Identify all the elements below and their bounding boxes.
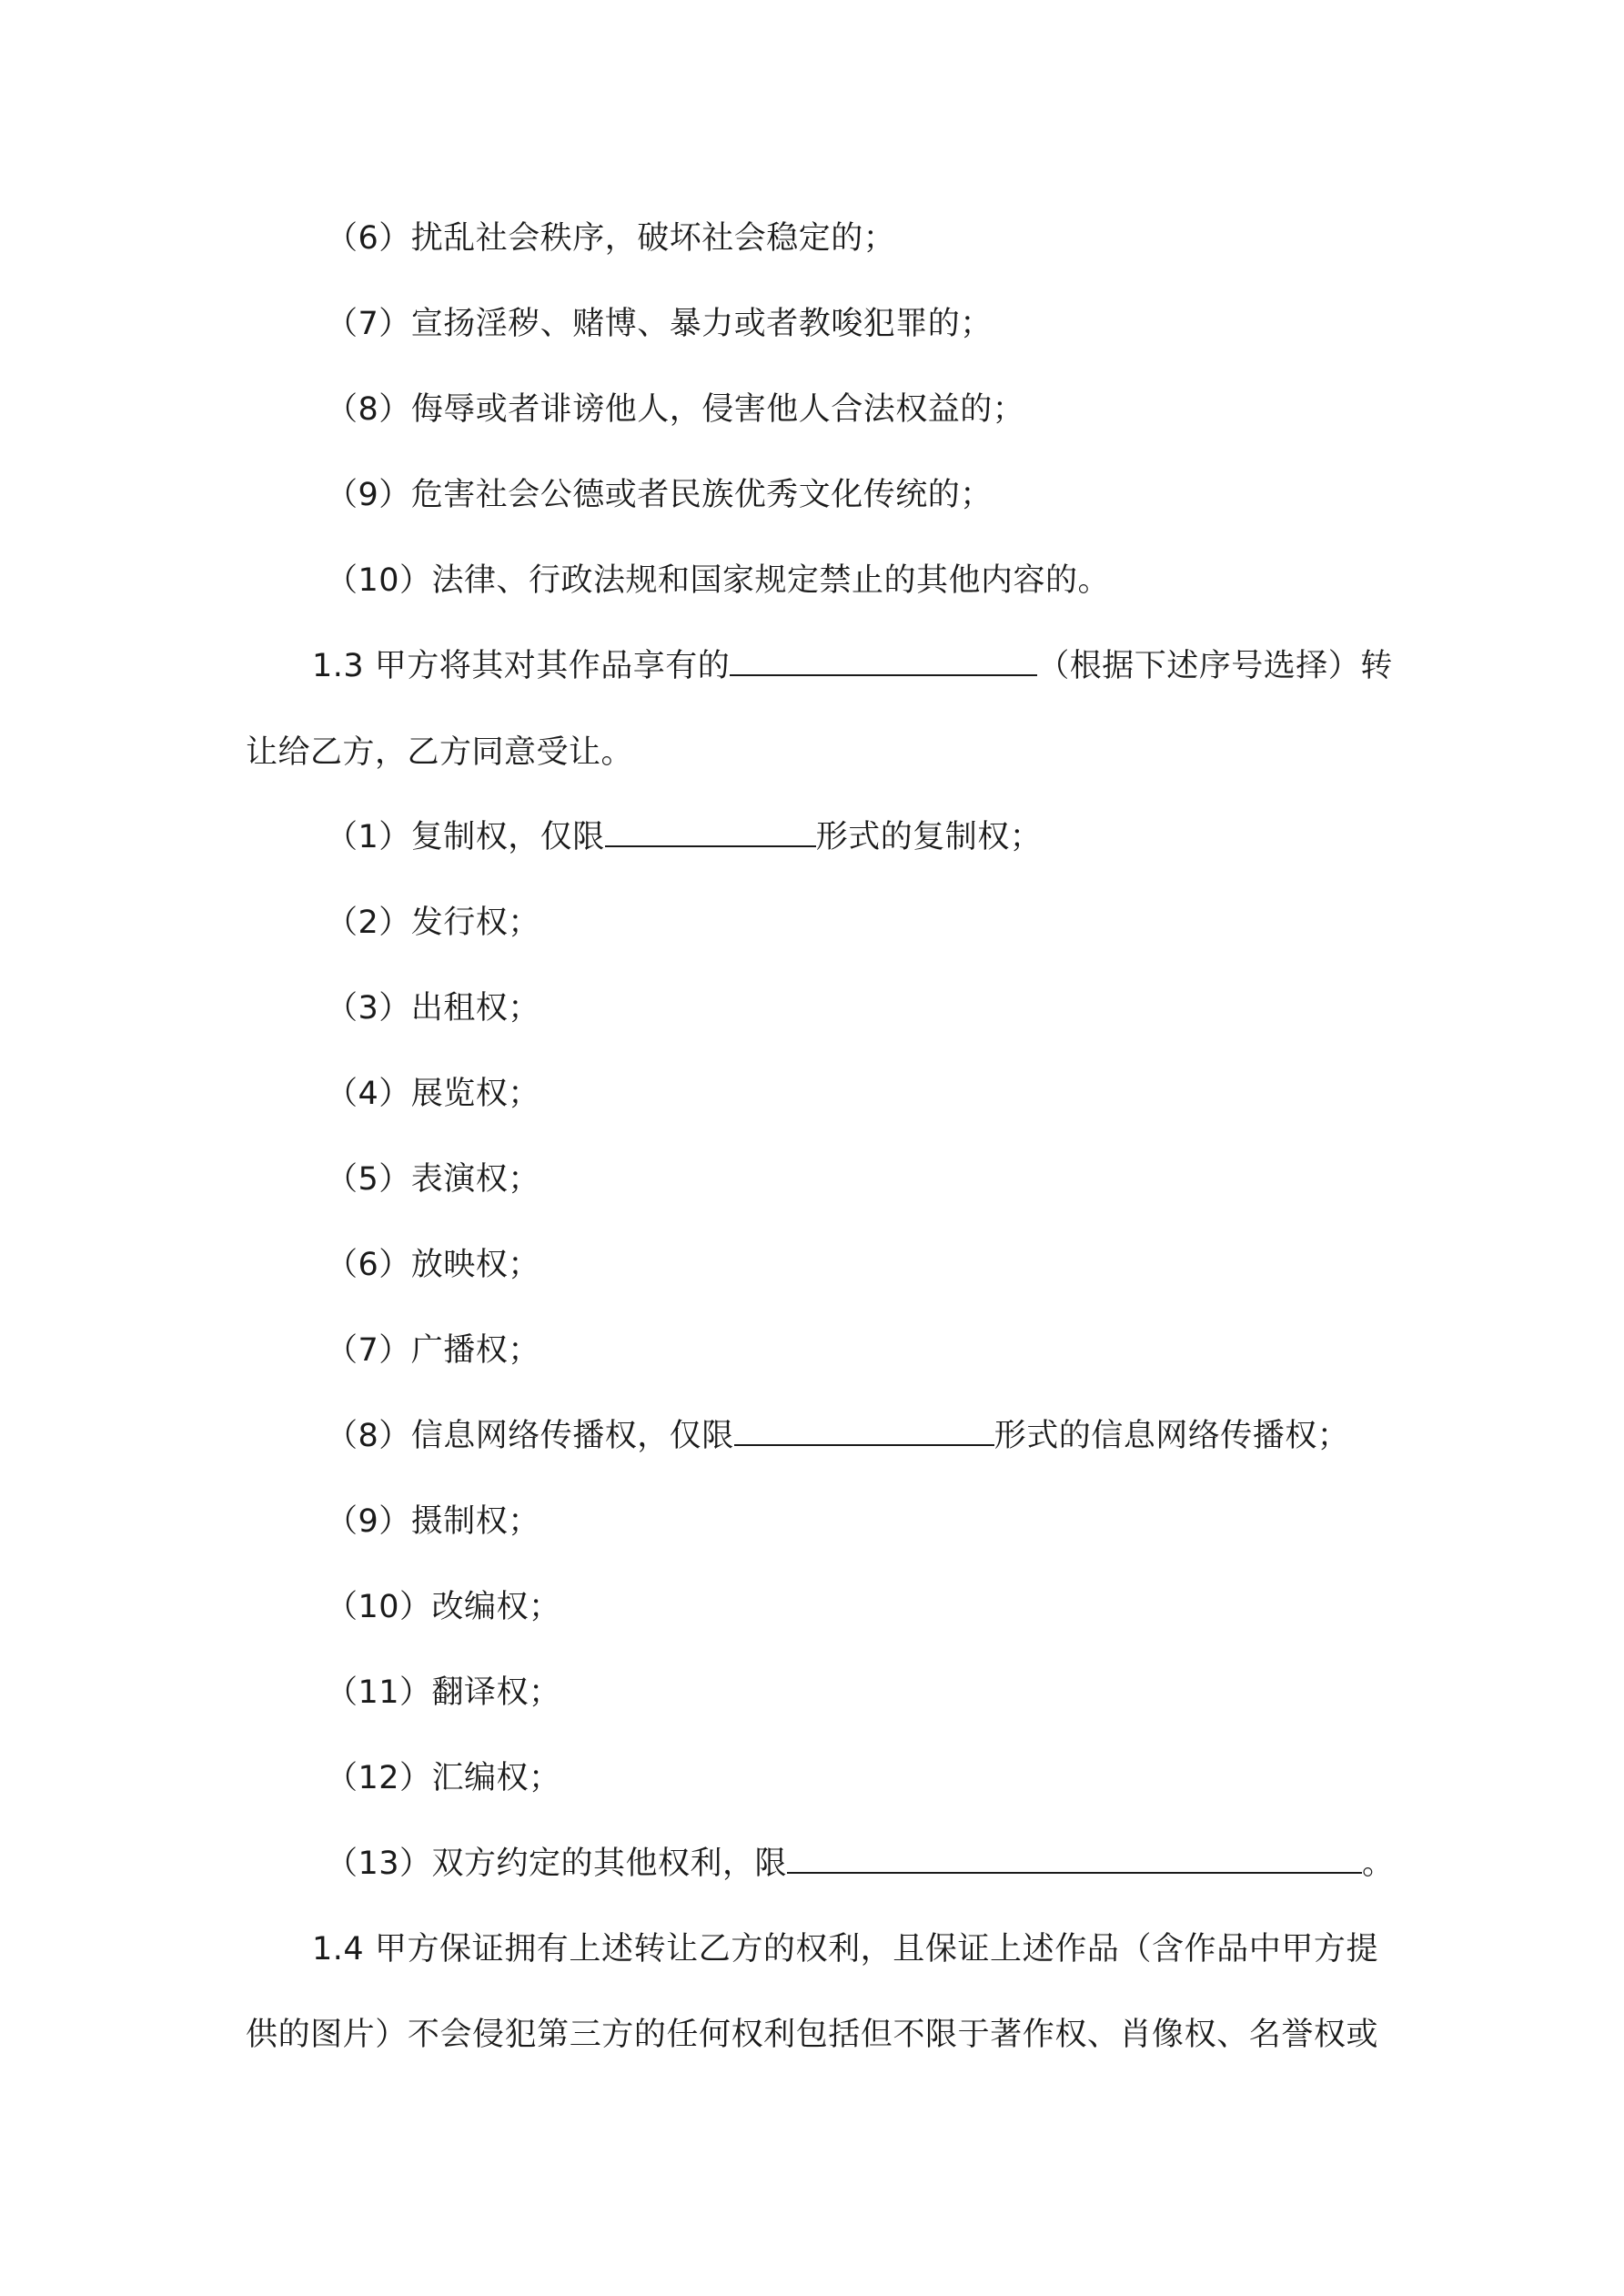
right-item-11: （11）翻译权； (326, 1674, 561, 1711)
network-form-blank[interactable] (734, 1417, 994, 1446)
right-item-13 (326, 1844, 1395, 1884)
right-item-7: （7）广播权； (326, 1332, 540, 1369)
prohibited-item-7: （7）宣扬淫秽、赌博、暴力或者教唆犯罪的； (326, 306, 993, 342)
right-item-8 (326, 1416, 1349, 1456)
rights-blank[interactable] (730, 647, 1037, 676)
clause-1-4-line-2: 供的图片）不会侵犯第三方的任何权利包括但不限于著作权、肖像权、名誉权或 (246, 2017, 1378, 2053)
prohibited-item-10: （10）法律、行政法规和国家规定禁止的其他内容的。 (326, 562, 1111, 599)
clause-1-3-text-b: （根据下述序号选择）转 (1037, 648, 1393, 684)
prohibited-item-8: （8）侮辱或者诽谤他人，侵害他人合法权益的； (326, 391, 1025, 428)
right-item-1 (326, 817, 1042, 857)
clause-1-3-text-a: 1.3 甲方将其对其作品享有的 (312, 648, 731, 684)
right-item-1-text-b: 形式的复制权； (815, 819, 1043, 855)
right-item-8-text-b: 形式的信息网络传播权； (994, 1418, 1350, 1454)
right-item-13-text-a: （13）双方约定的其他权利，限 (326, 1846, 788, 1882)
right-item-12: （12）汇编权； (326, 1760, 561, 1796)
right-item-10: （10）改编权； (326, 1589, 561, 1625)
other-rights-blank[interactable] (787, 1845, 1362, 1874)
prohibited-item-6: （6）扰乱社会秩序，破坏社会稳定的； (326, 220, 896, 257)
right-item-1-text-a: （1）复制权，仅限 (326, 819, 605, 855)
right-item-9: （9）摄制权； (326, 1503, 540, 1540)
right-item-13-text-b: 。 (1362, 1846, 1395, 1882)
right-item-8-text-a: （8）信息网络传播权，仅限 (326, 1418, 734, 1454)
right-item-3: （3）出租权； (326, 990, 540, 1027)
clause-1-3-line-2: 让给乙方，乙方同意受让。 (246, 734, 634, 771)
clause-1-3-line-1 (312, 646, 1393, 686)
clause-1-4-line-1: 1.4 甲方保证拥有上述转让乙方的权利，且保证上述作品（含作品中甲方提 (312, 1931, 1378, 1967)
prohibited-item-9: （9）危害社会公德或者民族优秀文化传统的； (326, 477, 993, 513)
right-item-5: （5）表演权； (326, 1161, 540, 1198)
copy-form-blank[interactable] (605, 818, 816, 847)
right-item-6: （6）放映权； (326, 1247, 540, 1283)
right-item-2: （2）发行权； (326, 905, 540, 941)
right-item-4: （4）展览权； (326, 1076, 540, 1112)
